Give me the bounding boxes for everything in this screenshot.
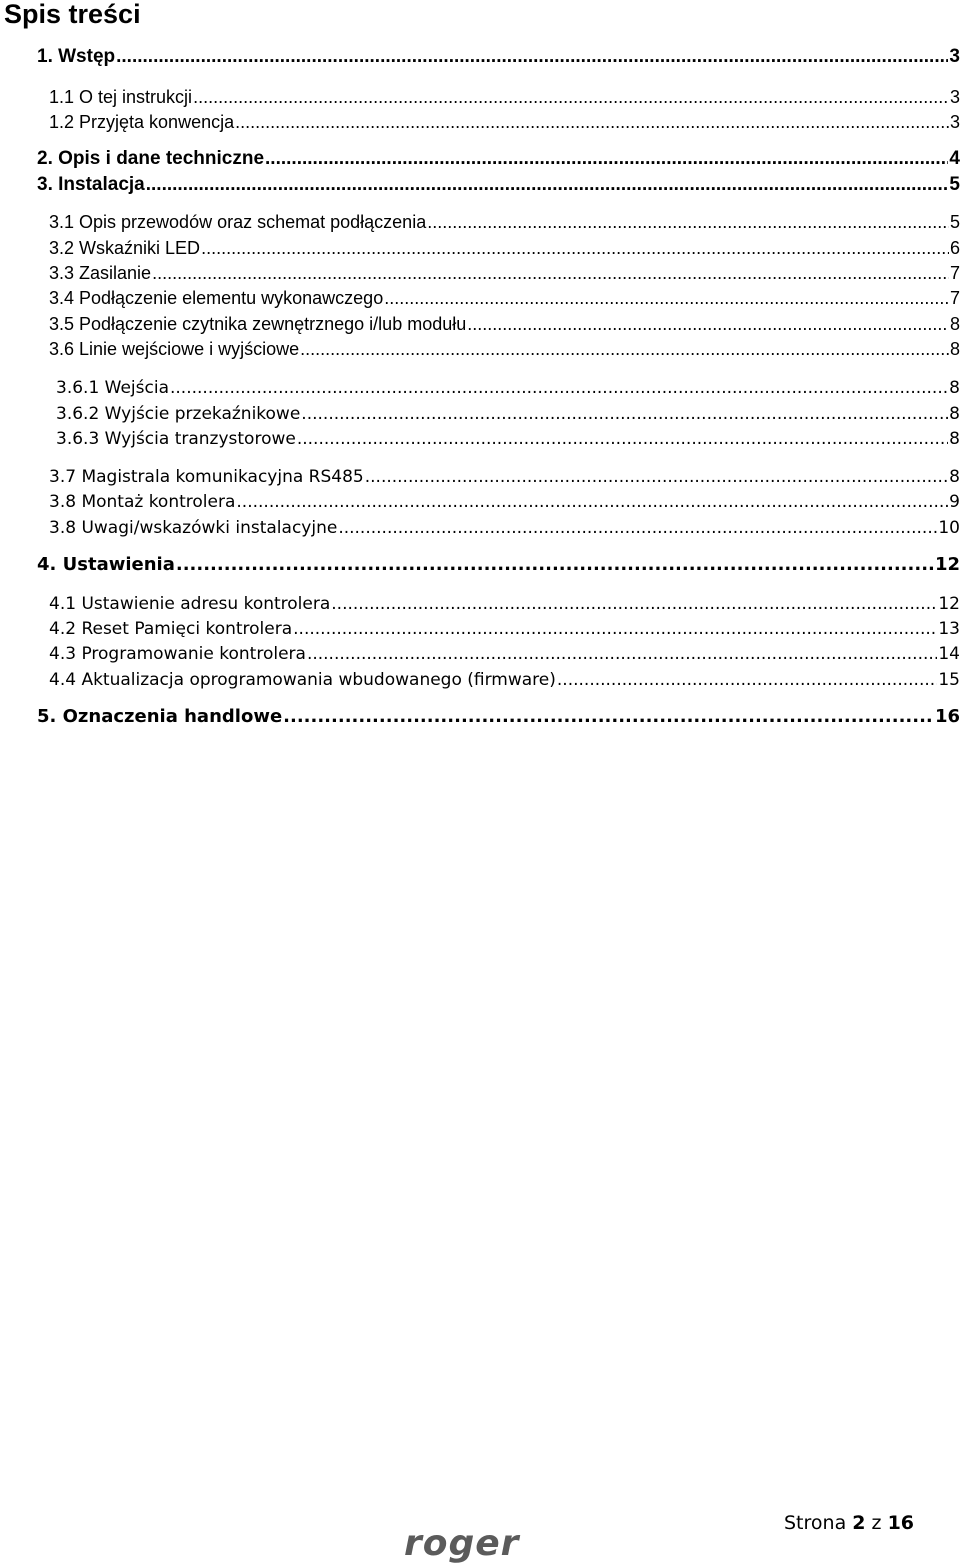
page-number-footer — [784, 1512, 914, 1534]
toc-page-number: 5 — [949, 212, 960, 232]
toc-entry-ustawienie-adresu[interactable] — [0, 590, 960, 614]
toc-leader-dots — [116, 46, 948, 68]
toc-leader-dots — [300, 339, 949, 360]
toc-entry-oznaczenia-handlowe[interactable] — [0, 703, 960, 727]
toc-entry-ustawienia[interactable] — [0, 551, 960, 575]
roger-logo: roger — [404, 1523, 520, 1564]
toc-entry-wyjscie-przekaznikowe[interactable] — [0, 400, 960, 424]
toc-page-number: 7 — [949, 288, 960, 308]
toc-leader-dots — [467, 314, 949, 335]
toc-entry-przyjeta-konwencja[interactable] — [0, 109, 960, 133]
toc-leader-dots — [235, 112, 949, 133]
toc-leader-dots — [427, 212, 949, 233]
toc-entry-reset-pamieci[interactable] — [0, 615, 960, 639]
toc-leader-dots — [201, 238, 949, 259]
toc-page-number: 8 — [949, 429, 960, 449]
toc-entry-montaz-kontrolera[interactable] — [0, 488, 960, 512]
toc-entry-instalacja[interactable] — [0, 172, 960, 196]
toc-entry-label: 3.4 Podłączenie elementu wykonawczego — [49, 288, 384, 308]
toc-page-number: 3 — [949, 112, 960, 132]
toc-leader-dots — [146, 174, 949, 196]
toc-entry-o-tej-instrukcji[interactable] — [0, 84, 960, 108]
toc-entry-label: 3.8 Uwagi/wskazówki instalacyjne — [49, 518, 338, 538]
toc-entry-label: 4.3 Programowanie kontrolera — [49, 644, 306, 664]
toc-entry-aktualizacja-firmware[interactable] — [0, 666, 960, 690]
toc-entry-label: 4.4 Aktualizacja oprogramowania wbudowanego (firmware) — [49, 670, 556, 690]
toc-page-number: 9 — [949, 492, 960, 512]
toc-page-number: 10 — [938, 518, 960, 538]
total-pages: 16 — [887, 1512, 915, 1534]
toc-leader-dots — [265, 148, 948, 170]
toc-entry-uwagi-wskazowki[interactable] — [0, 514, 960, 538]
toc-entry-wyjscia-tranzystorowe[interactable] — [0, 425, 960, 449]
page-title: Spis treści — [4, 0, 141, 29]
toc-entry-programowanie[interactable] — [0, 640, 960, 664]
page-word: Strona — [784, 1512, 847, 1534]
toc-entry-podlaczenie-elementu[interactable] — [0, 285, 960, 309]
toc-leader-dots — [152, 263, 949, 284]
toc-page-number: 8 — [949, 467, 960, 487]
toc-page-number: 8 — [949, 314, 960, 334]
toc-page-number: 5 — [949, 174, 960, 195]
of-word: z — [871, 1512, 882, 1534]
toc-entry-label: 3.1 Opis przewodów oraz schemat podłączenia — [49, 212, 427, 232]
toc-leader-dots — [365, 467, 948, 487]
toc-entry-label: 3. Instalacja — [37, 174, 145, 195]
toc-entry-label: 1.2 Przyjęta konwencja — [49, 112, 235, 132]
toc-entry-magistrala-rs485[interactable] — [0, 463, 960, 487]
toc-leader-dots — [557, 670, 937, 690]
toc-page-number: 12 — [934, 554, 960, 575]
toc-page-number: 14 — [938, 644, 960, 664]
toc-entry-label: 3.6.2 Wyjście przekaźnikowe — [56, 404, 301, 424]
toc-entry-wstep[interactable] — [0, 44, 960, 68]
toc-leader-dots — [283, 706, 934, 727]
toc-entry-linie-wejsciowe[interactable] — [0, 336, 960, 360]
toc-entry-zasilanie[interactable] — [0, 260, 960, 284]
toc-entry-label: 3.3 Zasilanie — [49, 263, 152, 283]
toc-leader-dots — [176, 554, 934, 575]
toc-entry-wejscia[interactable] — [0, 374, 960, 398]
toc-entry-label: 1.1 O tej instrukcji — [49, 87, 193, 107]
toc-leader-dots — [338, 518, 937, 538]
toc-page-number: 13 — [938, 619, 960, 639]
toc-entry-label: 3.6.1 Wejścia — [56, 378, 169, 398]
toc-leader-dots — [384, 288, 949, 309]
toc-entry-podlaczenie-czytnika[interactable] — [0, 311, 960, 335]
toc-leader-dots — [170, 378, 948, 398]
toc-entry-label: 2. Opis i dane techniczne — [37, 148, 265, 169]
toc-entry-label: 3.6 Linie wejściowe i wyjściowe — [49, 339, 300, 359]
toc-page-number: 12 — [938, 594, 960, 614]
toc-entry-label: 3.6.3 Wyjścia tranzystorowe — [56, 429, 296, 449]
toc-page-number: 8 — [949, 378, 960, 398]
toc-entry-label: 4. Ustawienia — [37, 554, 175, 575]
toc-entry-label: 3.8 Montaż kontrolera — [49, 492, 236, 512]
toc-entry-label: 3.7 Magistrala komunikacyjna RS485 — [49, 467, 364, 487]
toc-entry-label: 4.1 Ustawienie adresu kontrolera — [49, 594, 331, 614]
toc-entry-wskazniki-led[interactable] — [0, 235, 960, 259]
current-page: 2 — [852, 1512, 866, 1534]
toc-leader-dots — [193, 87, 949, 108]
toc-page-number: 7 — [949, 263, 960, 283]
toc-page-number: 3 — [949, 87, 960, 107]
toc-entry-label: 1. Wstęp — [37, 46, 116, 67]
toc-entry-label: 5. Oznaczenia handlowe — [37, 706, 283, 727]
toc-entry-label: 3.5 Podłączenie czytnika zewnętrznego i/lub modułu — [49, 314, 467, 334]
toc-entry-opis-i-dane-techniczne[interactable] — [0, 146, 960, 170]
toc-leader-dots — [236, 492, 948, 512]
toc-page-number: 3 — [949, 46, 960, 67]
toc-leader-dots — [331, 594, 937, 614]
toc-page-number: 15 — [938, 670, 960, 690]
toc-entry-opis-przewodow[interactable] — [0, 209, 960, 233]
toc-leader-dots — [293, 619, 937, 639]
toc-entry-label: 4.2 Reset Pamięci kontrolera — [49, 619, 293, 639]
toc-page-number: 6 — [949, 238, 960, 258]
toc-page-number: 4 — [949, 148, 960, 169]
table-of-contents — [0, 0, 960, 760]
toc-page-number: 8 — [949, 339, 960, 359]
toc-page-number: 8 — [949, 404, 960, 424]
toc-page-number: 16 — [934, 706, 960, 727]
toc-leader-dots — [297, 429, 948, 449]
toc-leader-dots — [307, 644, 937, 664]
toc-leader-dots — [301, 404, 948, 424]
toc-entry-label: 3.2 Wskaźniki LED — [49, 238, 201, 258]
